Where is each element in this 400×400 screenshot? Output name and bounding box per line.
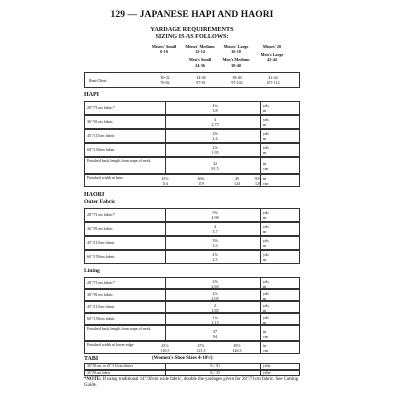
haori-outer-row-60: 60"/150cm fabric 2⅞ 2.5 yds m [84, 250, 300, 264]
lining-heading: Lining [84, 268, 100, 274]
haori-outer-row-45: 45"/115cm fabric 3⅝ 3.3 yds m [84, 236, 300, 250]
bust-chest-label: Bust/Chest [89, 78, 107, 83]
hapi-heading: HAPI [84, 92, 99, 98]
haori-lining-row-36: 36"/91cm fabric 2⅛ 2.05 yds m [84, 289, 300, 301]
footnote: *NOTE: If using traditional 14"/36cm wide fabric, double the yardages given for 28"/71cm fabric. See Cutting Guide. [84, 377, 298, 388]
hapi-row-back-length: Finished back length from nape of neck 32 81.5 in cm [84, 157, 300, 174]
outer-fabric-heading: Outer Fabric [84, 199, 116, 205]
size-header-4: Misses' 20 Men's Large 42-44 [260, 44, 284, 63]
hapi-row-45: 45"/115cm fabric 2⅝ 2.4 yds m [84, 129, 300, 143]
tabi-row-36: 36"/91cm fabric ⅜ / .35 yd/m [84, 370, 300, 376]
size-header-2: Misses' Medium 12-14 Men's Small 34-36 [185, 44, 215, 68]
haori-outer-row-36: 36"/91cm fabric 4 3.7 yds m [84, 222, 300, 236]
haori-row-finished-width: Finished width at lower edge 45½ 116.5 47¾ 121.3 49½ 126.3 in cm [84, 341, 300, 354]
bust-chest-row: Bust/Chest 30-32 76-82 34-36 87-91 38-40 97-102 42-44 107-112 [84, 72, 300, 88]
size-header-3: Misses' Large 16-18 Men's Medium 38-40 [222, 44, 250, 68]
tabi-sizes-note: (Women's Shoe Sizes 4-10½) [152, 356, 213, 361]
tabi-row-36-45: 36"/91cm, or 45"/115cm fabrics ⅞ / .81 yd/m [84, 363, 300, 370]
hapi-row-36: 36"/91cm fabric 3 2.75 yds m [84, 115, 300, 129]
haori-lining-row-45: 45"/115cm fabric 2 1.85 yds m [84, 301, 300, 313]
size-header-1: Misses' Small 6-10 [151, 44, 177, 55]
section-subtitle: YARDAGE REQUIREMENTS [150, 26, 234, 33]
sizing-subtitle: SIZING IS AS FOLLOWS: [155, 33, 229, 40]
hapi-row-finished-width: Finished width at hem 45½ 114 46¾ 119 49 124 50¾ 129 in cm [84, 174, 300, 187]
haori-lining-row-back-length: Finished back length from nape of neck 37 94 in cm [84, 325, 300, 341]
haori-heading: HAORI [84, 192, 105, 198]
pattern-page [82, 6, 302, 396]
hapi-row-28: 28"/71cm fabric* 4¼ 3.8 yds m [84, 101, 300, 115]
page-title: 129 — JAPANESE HAPI AND HAORI [110, 10, 274, 20]
haori-outer-row-28: 28"/71cm fabric* 5⅜ 4.90 yds m [84, 208, 300, 222]
haori-lining-row-28: 28"/71cm fabric* 2⅞ 2.65 yds m [84, 277, 300, 289]
hapi-row-60: 60"/150cm fabric 2⅛ 1.95 yds m [84, 143, 300, 157]
tabi-heading: TABI [84, 356, 99, 362]
haori-lining-row-60: 60"/150cm fabric 1¼ 1.15 yds m [84, 313, 300, 325]
